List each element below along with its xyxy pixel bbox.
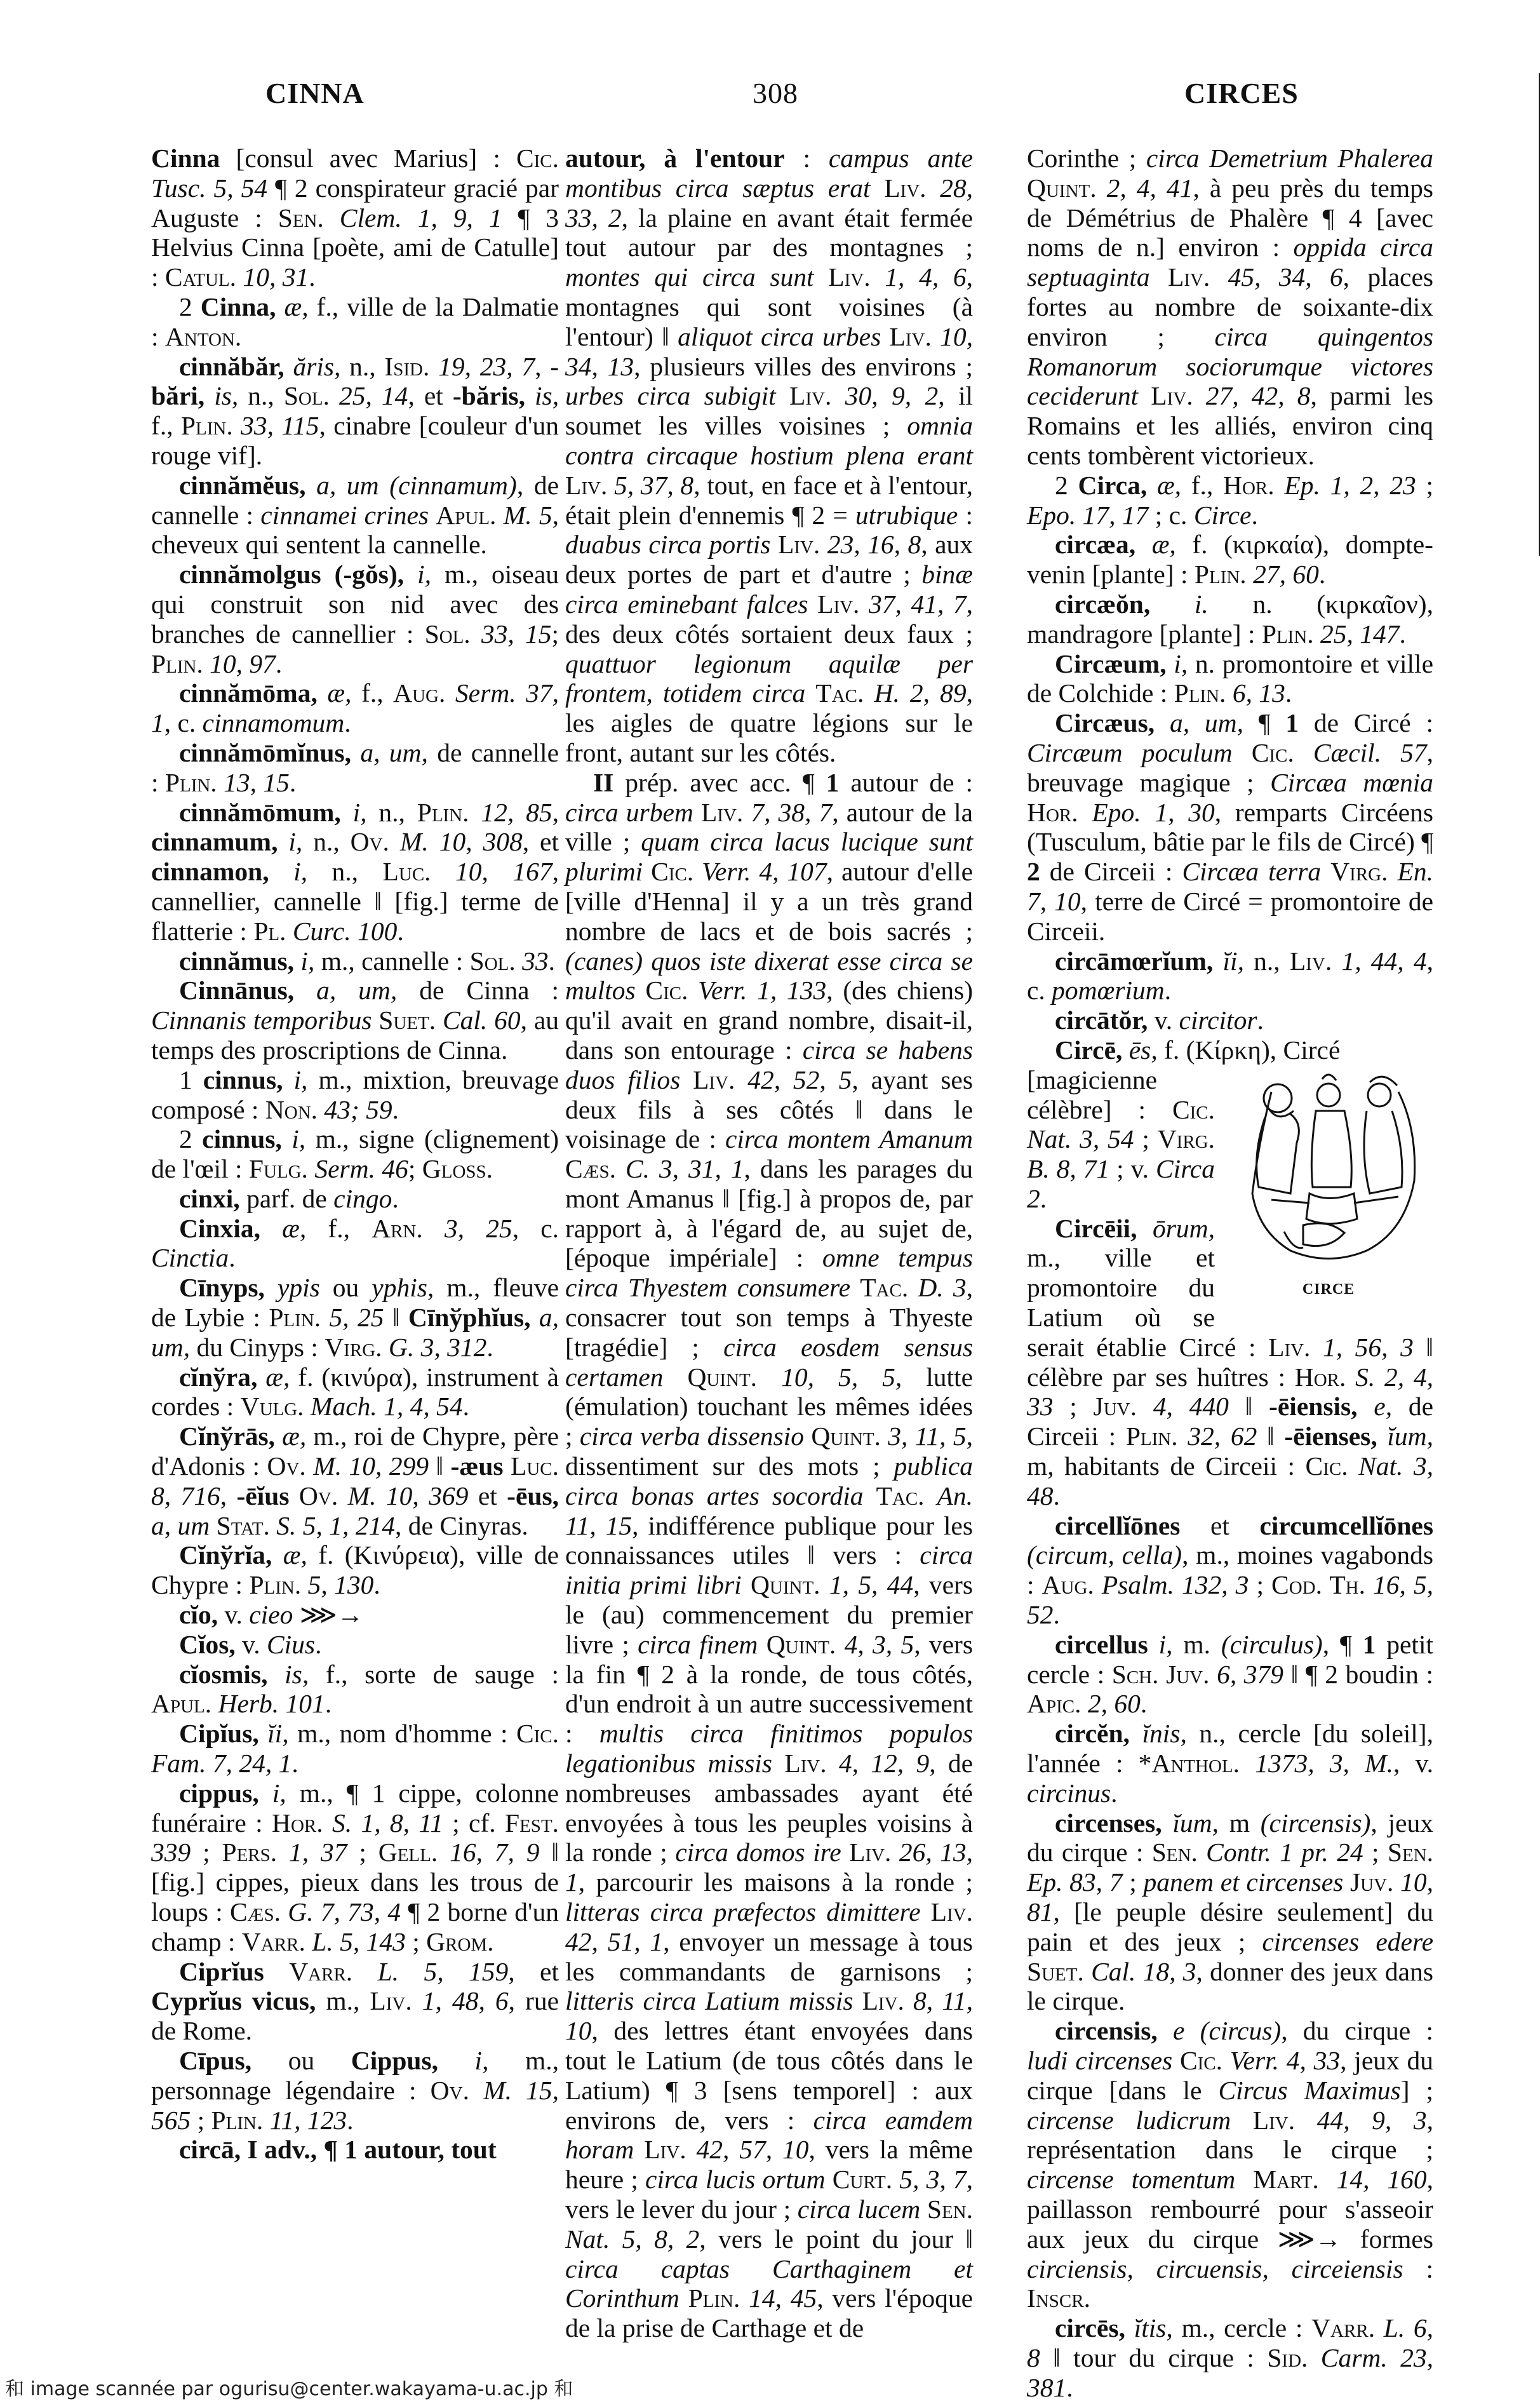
entries-after-figure — [1027, 1511, 1433, 2403]
dictionary-entry: cĭosmis, is, f., sorte de sauge : Apul. Herb. 101. — [151, 1659, 559, 1719]
dictionary-entry: II prép. avec acc. ¶ 1 autour de : circa urbem Liv. 7, 38, 7, autour de la ville ; quam circa lacus lucique sunt plurimi Cic. Verr. 4, 107, autour d'elle [ville d'Henna] il y a un très grand nombre de lacs et de bois sacrés ; (canes) quos iste dixerat esse circa se multos Cic. Verr. 1, 133, (des chiens) qu'il avait en grand nombre, disait-il, dans son entourage : circa se habens duos filios Liv. 42, 52, 5, ayant ses deux fils à ses côtés ‖ dans le voisinage de : circa montem Amanum Cæs. C. 3, 31, 1, dans les parages du mont Amanus ‖ [fig.] à propos de, par rapport à, à l'égard de, au sujet de, [époque impériale] : omne tempus circa Thyestem consumere Tac. D. 3, consacrer tout son temps à Thyeste [tragédie] ; circa eosdem sensus certamen Quint. 10, 5, 5, lutte (émulation) touchant les mêmes idées ; circa verba dissensio Quint. 3, 11, 5, dissentiment sur des mots ; publica circa bonas artes socordia Tac. An. 11, 15, indifférence publique pour les connaissances utiles ‖ vers : circa initia primi libri Quint. 1, 5, 44, vers le (au) commencement du premier livre ; circa finem Quint. 4, 3, 5, vers la fin ¶ 2 à la ronde, de tous côtés, d'un endroit à un autre successivement : multis circa finitimos populos legationibus missis Liv. 4, 12, 9, de nombreuses ambassades ayant été envoyées à tous les peuples voisins à la ronde ; circa domos ire Liv. 26, 13, 1, parcourir les maisons à la ronde ; litteras circa præfectos dimittere Liv. 42, 51, 1, envoyer un message à tous les commandants de garnisons ; litteris circa Latium missis Liv. 8, 11, 10, des lettres étant envoyées dans tout le Latium (de tous côtés dans le Latium) ¶ 3 [sens temporel] : aux environs de, vers : circa eamdem horam Liv. 42, 57, 10, vers la même heure ; circa lucis ortum Curt. 5, 3, 7, vers le lever du jour ; circa lucem Sen. Nat. 5, 8, 2, vers le point du jour ‖ circa captas Carthaginem et Corinthum Plin. 14, 45, vers l'époque de la prise de Carthage et de — [565, 767, 974, 2343]
dictionary-entry: cĭo, v. cieo ⋙→ — [179, 1600, 364, 1630]
dictionary-entry: circæŏn, i. n. (κιρκαῖον), mandragore [plante] : Plin. 25, 147. — [1027, 589, 1433, 649]
dictionary-entry: Circæus, a, um, ¶ 1 de Circé : Circæum poculum Cic. Cæcil. 57, breuvage magique ; Circæa mœnia Hor. Epo. 1, 30, remparts Circéens (Tusculum, bâtie par le fils de Circé) ¶ 2 de Circeii : Circæa terra Virg. En. 7, 10, terre de Circé = promontoire de Circeii. — [1027, 708, 1434, 946]
dictionary-entry: [magicienne célèbre] : Cic. Nat. 3, 54 ; Virg. B. 8, 71 ; v. Circa 2. — [1027, 1065, 1215, 1213]
dictionary-entry: Circēii, ōrum, m., ville et promontoire du Latium où se serait établie Circé : Liv. 1, 56, 3 ‖ célèbre par ses huîtres : Hor. S. 2, 4, 33 ; Juv. 4, 440 ‖ -ēiensis, e, de Circeii : Plin. 32, 62 ‖ -ēienses, ĭum, m, habitants de Circeii : Cic. Nat. 3, 48. — [1027, 1213, 1434, 1510]
dictionary-entry: 2 cinnus, i, m., signe (clignement) de l'œil : Fulg. Serm. 46; Gloss. — [151, 1124, 559, 1184]
dictionary-entry: Circē, ēs, f. (Κίρκη), Circé — [1055, 1035, 1341, 1065]
dictionary-entry: 2 Circa, æ, f., Hor. Ep. 1, 2, 23 ; Epo. 17, 17 ; c. Circe. — [1027, 470, 1434, 530]
guide-word-left: CINNA — [265, 77, 365, 109]
dictionary-entry: circĕn, ĭnis, n., cercle [du soleil], l'année : *Anthol. 1373, 3, M., v. circinus. — [1027, 1719, 1434, 1808]
dictionary-entry: cinxi, parf. de cingo. — [179, 1183, 399, 1213]
dictionary-entry: Cĭnўrās, æ, m., roi de Chypre, père d'Adonis : Ov. M. 10, 299 ‖ -æus Luc. 8, 716, -ēĭus Ov. M. 10, 369 et -ēus, a, um Stat. S. 5, 1, 214, de Cinyras. — [151, 1421, 559, 1540]
dictionary-entry: circātŏr, v. circitor. — [1055, 1005, 1264, 1035]
dictionary-entry: Cinnānus, a, um, de Cinna : Cinnanis temporibus Suet. Cal. 60, au temps des proscriptions de Cinna. — [151, 976, 559, 1065]
page-number: 308 — [753, 77, 798, 109]
circe-illustration-icon — [1233, 1066, 1424, 1270]
dictionary-entry: cinnămolgus (-gŏs), i, m., oiseau qui construit son nid avec des branches de cannellier : Sol. 33, 15; Plin. 10, 97. — [151, 560, 559, 678]
dictionary-entry: cinnămĕus, a, um (cinnamum), de cannelle : cinnamei crines Apul. M. 5, cheveux qui sentent la cannelle. — [151, 470, 559, 560]
dictionary-entry: Cipĭus, ĭi, m., nom d'homme : Cic. Fam. 7, 24, 1. — [151, 1719, 559, 1778]
dictionary-entry: Circæum, i, n. promontoire et ville de Colchide : Plin. 6, 13. — [1027, 649, 1433, 708]
dictionary-entry: 1 cinnus, i, m., mixtion, breuvage composé : Non. 43; 59. — [151, 1065, 559, 1124]
dictionary-entry: circenses, ĭum, m (circensis), jeux du cirque : Sen. Contr. 1 pr. 24 ; Sen. Ep. 83, 7 ; panem et circenses Juv. 10, 81, [le peuple désire seulement] du pain et des jeux ; circenses edere Suet. Cal. 18, 3, donner des jeux dans le cirque. — [1027, 1808, 1434, 2016]
dictionary-entry: circellĭōnes et circumcellĭōnes (circum, cella), m., moines vagabonds : Aug. Psalm. 132, 3 ; Cod. Th. 16, 5, 52. — [1027, 1510, 1434, 1630]
dictionary-entry: circellus i, m. (circulus), ¶ 1 petit cercle : Sch. Juv. 6, 379 ‖ ¶ 2 boudin : Apic. 2, 60. — [1027, 1629, 1434, 1719]
dictionary-entry: Cinna [consul avec Marius] : Cic. Tusc. 5, 54 ¶ 2 conspirateur gracié par Auguste : Sen. Clem. 1, 9, 1 ¶ 3 Helvius Cinna [poète, ami de Catulle] : Catul. 10, 31. — [151, 144, 559, 292]
guide-word-right: CIRCES — [1184, 77, 1299, 109]
dictionary-entry: Cinxia, æ, f., Arn. 3, 25, c. Cinctia. — [151, 1213, 559, 1273]
dictionary-entry: cippus, i, m., ¶ 1 cippe, colonne funéraire : Hor. S. 1, 8, 11 ; cf. Fest. 339 ; Pers. 1, 37 ; Gell. 16, 7, 9 ‖ [fig.] cippes, pieux dans les trous de loups : Cæs. G. 7, 73, 4 ¶ 2 borne d'un champ : Varr. L. 5, 143 ; Grom. — [151, 1778, 559, 1956]
dictionary-entry: circæa, æ, f. (κιρκαία), dompte-venin [plante] : Plin. 27, 60. — [1027, 530, 1433, 589]
dictionary-entry: Cĭnўrĭa, æ, f. (Κινύρεια), ville de Chypre : Plin. 5, 130. — [151, 1540, 559, 1600]
entries-before-figure — [1027, 144, 1433, 1065]
dictionary-entry: cinnămōmum, i, n., Plin. 12, 85, cinnamum, i, n., Ov. M. 10, 308, et cinnamon, i, n., Luc. 10, 167, cannellier, cannelle ‖ [fig.] terme de flatterie : Pl. Curc. 100. — [151, 797, 559, 946]
column-middle — [565, 144, 973, 2343]
dictionary-entry: 2 Cinna, æ, f., ville de la Dalmatie : Anton. — [151, 292, 559, 351]
dictionary-entry: autour, à l'entour : campus ante montibus circa sæptus erat Liv. 28, 33, 2, la plaine en avant était fermée tout autour par des montagnes ; montes qui circa sunt Liv. 1, 4, 6, montagnes qui sont voisines (à l'entour) ‖ aliquot circa urbes Liv. 10, 34, 13, plusieurs villes des environs ; urbes circa subigit Liv. 30, 9, 2, il soumet les villes voisines ; omnia contra circaque hostium plena erant Liv. 5, 37, 8, tout, en face et à l'entour, était plein d'ennemis ¶ 2 = utrubique : duabus circa portis Liv. 23, 16, 8, aux deux portes de part et d'autre ; binæ circa eminebant falces Liv. 37, 41, 7, des deux côtés sortaient deux faux ; quattuor legionum aquilæ per frontem, totidem circa Tac. H. 2, 89, les aigles de quatre légions sur le front, autant sur les côtés. — [565, 144, 974, 767]
dictionary-entry: Corinthe ; circa Demetrium Phalerea Quint. 2, 4, 41, à peu près du temps de Démétrius de Phalère ¶ 4 [avec noms de n.] environ : oppida circa septuaginta Liv. 45, 34, 6, places fortes au nombre de soixante-dix environ ; circa quingentos Romanorum sociorumque victores ceciderunt Liv. 27, 42, 8, parmi les Romains et les alliés, environ cinq cents tombèrent victorieux. — [1027, 144, 1434, 470]
figure-caption: CIRCE — [1302, 1280, 1355, 1298]
dictionary-entry: cinnămus, i, m., cannelle : Sol. 33. — [179, 946, 556, 976]
scan-credit-footer: 和 image scannée par ogurisu@center.wakayama-u.ac.jp 和 — [5, 2378, 573, 2400]
column-left — [151, 144, 559, 2165]
circe-figure — [1224, 1066, 1433, 1308]
column-right — [1027, 144, 1433, 2403]
dictionary-entry: cinnămōmĭnus, a, um, de cannelle : Plin. 13, 15. — [151, 737, 559, 797]
dictionary-entry: cinnăbăr, ăris, n., Isid. 19, 23, 7, -bări, is, n., Sol. 25, 14, et -băris, is, f., Plin. 33, 115, cinabre [couleur d'un rouge vif]. — [151, 351, 559, 470]
dictionary-entry: Cīpus, ou Cippus, i, m., personnage légendaire : Ov. M. 15, 565 ; Plin. 11, 123. — [151, 2046, 559, 2135]
dictionary-entry: circā, I adv., ¶ 1 autour, tout — [179, 2135, 497, 2165]
dictionary-entry: cĭnўra, æ, f. (κινύρα), instrument à cordes : Vulg. Mach. 1, 4, 54. — [151, 1362, 559, 1421]
dictionary-entry: circāmœrĭum, ĭi, n., Liv. 1, 44, 4, c. pomœrium. — [1027, 946, 1434, 1005]
dictionary-entry: Ciprĭus Varr. L. 5, 159, et Cyprĭus vicus, m., Liv. 1, 48, 6, rue de Rome. — [151, 1956, 559, 2046]
dictionary-entry: Cīnyps, ypis ou yphis, m., fleuve de Lybie : Plin. 5, 25 ‖ Cīnўphĭus, a, um, du Cinyps : Virg. G. 3, 312. — [151, 1273, 559, 1362]
dictionary-entry: circēs, ĭtis, m., cercle : Varr. L. 6, 8 ‖ tour du cirque : Sid. Carm. 23, 381. — [1027, 2313, 1434, 2402]
dictionary-entry: circensis, e (circus), du cirque : ludi circenses Cic. Verr. 4, 33, jeux du cirque [dans le Circus Maximus] ; circense ludicrum Liv. 44, 9, 3, représentation dans le cirque ; circense tomentum Mart. 14, 160, paillasson rembourré pour s'asseoir aux jeux du cirque ⋙→ formes circiensis, circuensis, circeiensis : Inscr. — [1027, 2016, 1434, 2313]
dictionary-entry: cinnămōma, æ, f., Aug. Serm. 37, 1, c. cinnamomum. — [151, 678, 559, 738]
dictionary-entry: Cĭos, v. Cius. — [179, 1629, 322, 1659]
